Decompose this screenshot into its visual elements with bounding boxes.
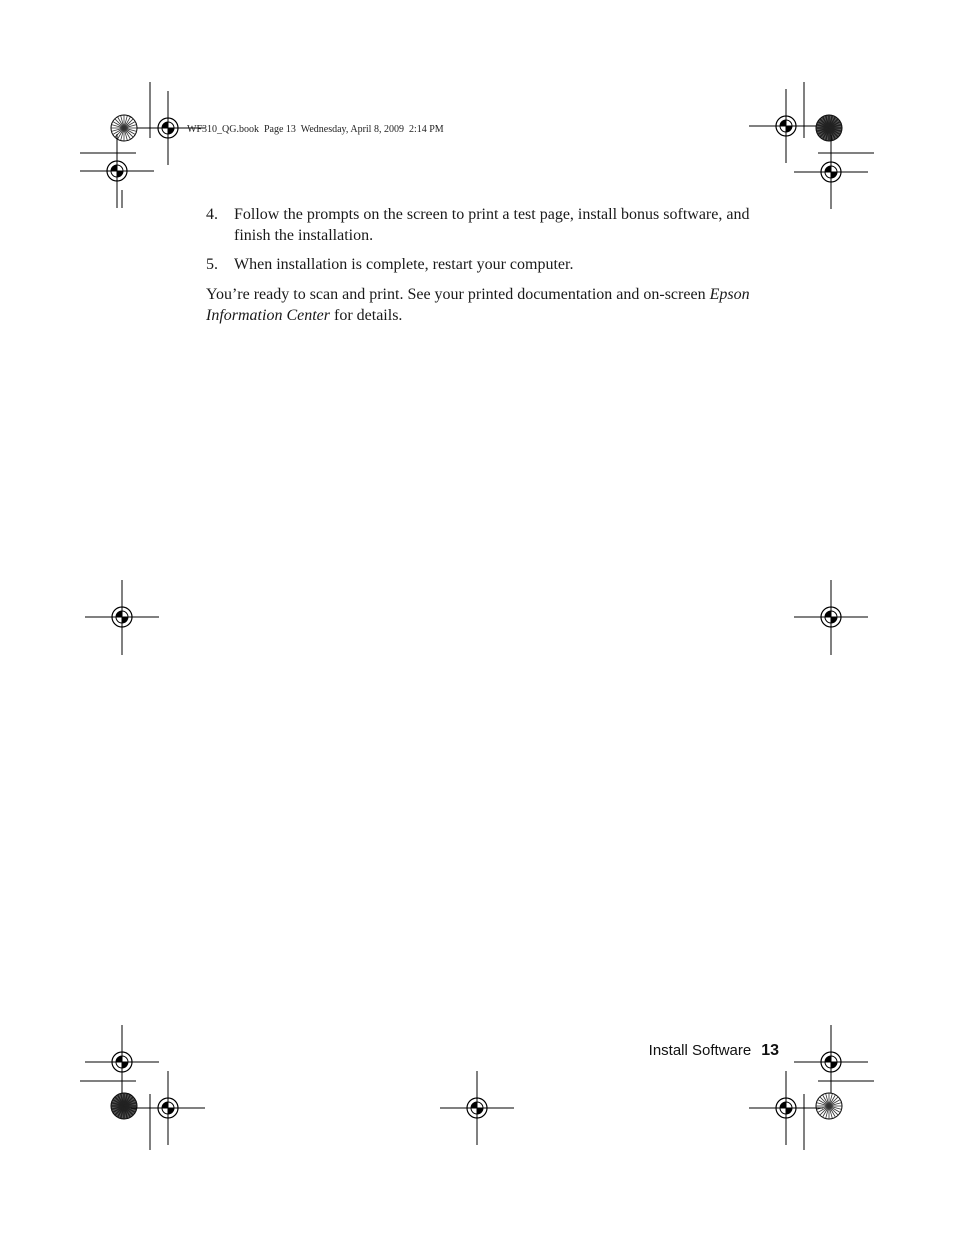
page-body (206, 204, 766, 342)
registration-target-icon (749, 89, 823, 163)
registration-target-icon (80, 134, 154, 208)
step-number: 5. (206, 256, 218, 273)
list-item-step-5 (206, 254, 766, 275)
list-item-step-4 (206, 204, 766, 246)
step-text: When installation is complete, restart your computer. (234, 256, 574, 273)
step-number: 4. (206, 206, 218, 223)
registration-target-icon (749, 1071, 823, 1145)
color-star-target-icon (111, 115, 137, 141)
print-slug: WF310_QG.book Page 13 Wednesday, April 8, 2009 2:14 PM (187, 124, 444, 135)
step-text: Follow the prompts on the screen to print a test page, install bonus software, and finish the installation. (234, 206, 750, 244)
footer-section-title: Install Software (648, 1042, 752, 1059)
color-star-target-icon (816, 1093, 842, 1119)
color-star-target-icon (816, 115, 842, 141)
color-star-target-icon (111, 1093, 137, 1119)
closing-text-end: for details. (330, 307, 403, 324)
closing-paragraph (206, 284, 766, 326)
page-footer (649, 1042, 779, 1060)
registration-target-icon (131, 1071, 205, 1145)
page-number: 13 (761, 1042, 779, 1059)
closing-text: You’re ready to scan and print. See your printed documentation and on-screen (206, 286, 710, 303)
registration-target-icon (440, 1071, 514, 1145)
epson-information-center-title: Epson Information Center (206, 286, 750, 324)
